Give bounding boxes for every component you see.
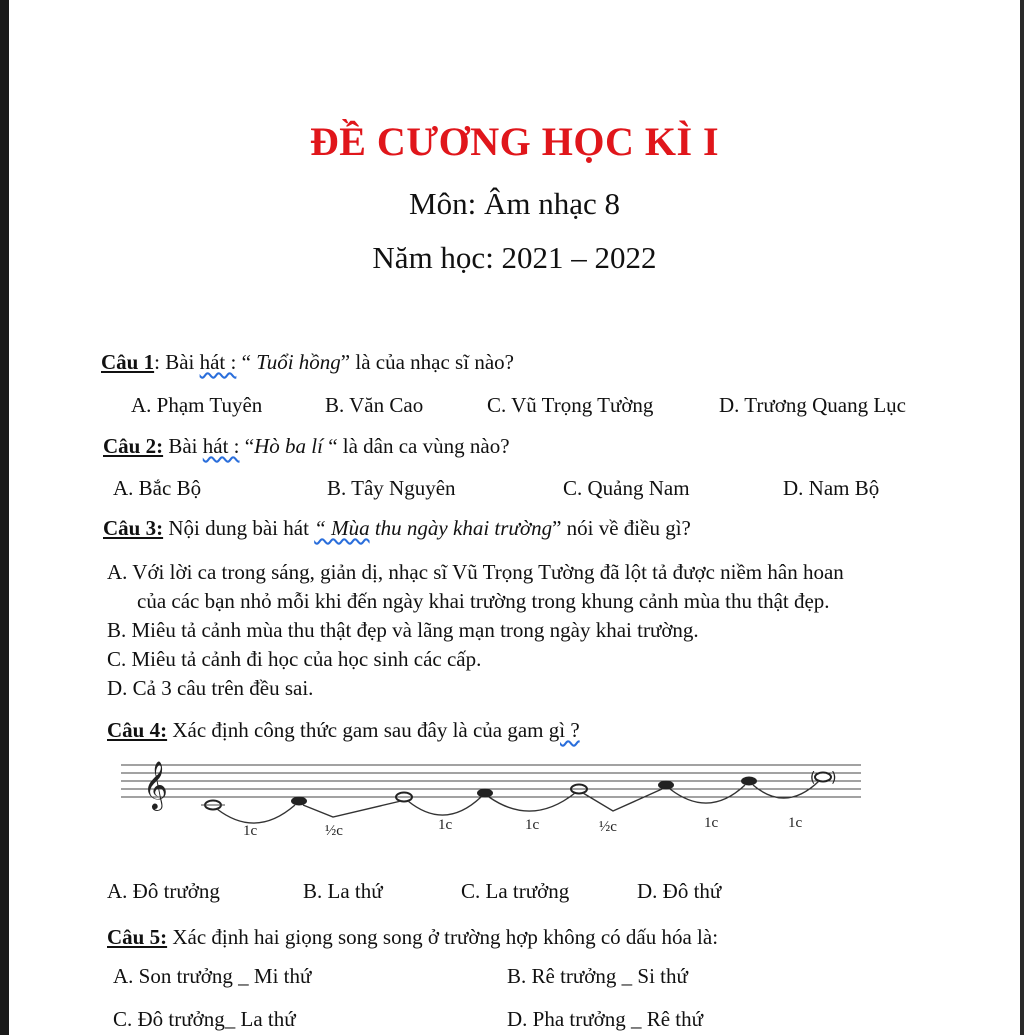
q3-option-c: C. Miêu tả cảnh đi học của học sinh các cấp. bbox=[107, 647, 482, 671]
question-2-label: Câu 2: bbox=[103, 434, 164, 458]
note bbox=[477, 789, 493, 798]
q5-option-a: A. Son trưởng _ Mi thứ bbox=[113, 964, 312, 988]
document-title: ĐỀ CƯƠNG HỌC KÌ I bbox=[309, 119, 720, 164]
q4-option-a: A. Đô trưởng bbox=[107, 879, 220, 903]
note-bracket: ( bbox=[810, 770, 816, 786]
interval-arc bbox=[583, 789, 662, 811]
q2-option-d: D. Nam Bộ bbox=[783, 476, 880, 500]
q5-option-c: C. Đô trưởng_ La thứ bbox=[113, 1007, 296, 1031]
q3-option-a-line2: của các bạn nhỏ mỗi khi đến ngày khai trường trong khung cảnh mùa thu thật đẹp. bbox=[137, 589, 830, 613]
q1-option-d: D. Trương Quang Lục bbox=[719, 393, 906, 417]
note bbox=[741, 777, 757, 786]
interval-label: 1c bbox=[704, 815, 719, 831]
song-title: Hò ba lí bbox=[254, 434, 323, 458]
question-1: Câu 1: Bài hát : “ Tuổi hồng” là của nhạc sĩ nào? bbox=[101, 350, 514, 374]
q2-option-b: B. Tây Nguyên bbox=[327, 476, 456, 500]
school-year-line: Năm học: 2021 – 2022 bbox=[372, 240, 657, 275]
interval-label: ½c bbox=[599, 819, 617, 835]
q1-option-b: B. Văn Cao bbox=[325, 393, 424, 417]
q3-option-b: B. Miêu tả cảnh mùa thu thật đẹp và lãng mạn trong ngày khai trường. bbox=[107, 618, 699, 642]
interval-arc bbox=[303, 801, 401, 817]
q1-option-c: C. Vũ Trọng Tường bbox=[487, 393, 654, 417]
music-staff-figure bbox=[121, 755, 866, 860]
interval-label: 1c bbox=[243, 823, 258, 839]
note bbox=[291, 797, 307, 806]
q3-option-a-line1: A. Với lời ca trong sáng, giản dị, nhạc sĩ Vũ Trọng Tường đã lột tả được niềm hân hoan bbox=[107, 560, 844, 584]
song-title-start: “ Mùa bbox=[314, 516, 370, 540]
whole-note bbox=[815, 773, 831, 782]
interval-label: 1c bbox=[438, 817, 453, 833]
music-staff bbox=[121, 755, 866, 860]
interval-label: 1c bbox=[788, 815, 803, 831]
q4-option-b: B. La thứ bbox=[303, 879, 383, 903]
spellcheck-mark: hát : bbox=[202, 434, 240, 458]
spellcheck-mark: gì ? bbox=[548, 718, 580, 742]
song-title: thu ngày khai trường bbox=[369, 516, 553, 540]
document-page bbox=[9, 0, 1020, 1035]
question-3-label: Câu 3: bbox=[103, 516, 164, 540]
question-5: Câu 5: Xác định hai giọng song song ở trường hợp không có dấu hóa là: bbox=[107, 925, 719, 949]
q2-option-c: C. Quảng Nam bbox=[563, 476, 690, 500]
interval-label: 1c bbox=[525, 817, 540, 833]
interval-arc bbox=[489, 793, 575, 811]
song-title: Tuổi hồng bbox=[256, 350, 341, 374]
window-frame-left bbox=[0, 0, 9, 1035]
q1-option-a: A. Phạm Tuyên bbox=[131, 393, 263, 417]
question-5-label: Câu 5: bbox=[107, 925, 168, 949]
question-2: Câu 2: Bài hát : “Hò ba lí “ là dân ca vùng nào? bbox=[103, 434, 510, 458]
q2-option-a: A. Bắc Bộ bbox=[113, 476, 202, 500]
question-4-label: Câu 4: bbox=[107, 718, 168, 742]
q5-option-d: D. Pha trưởng _ Rê thứ bbox=[507, 1007, 704, 1031]
question-1-label: Câu 1 bbox=[101, 350, 155, 374]
q4-option-c: C. La trưởng bbox=[461, 879, 570, 903]
note-bracket: ) bbox=[831, 770, 837, 786]
question-3: Câu 3: Nội dung bài hát “ Mùa thu ngày khai trường” nói về điều gì? bbox=[103, 516, 691, 540]
question-4: Câu 4: Xác định công thức gam sau đây là của gam gì ? bbox=[107, 718, 580, 742]
q5-option-b: B. Rê trưởng _ Si thứ bbox=[507, 964, 688, 988]
interval-arc bbox=[670, 785, 745, 803]
treble-clef-icon: 𝄞 bbox=[143, 760, 168, 809]
window-frame-right bbox=[1020, 0, 1024, 1035]
note bbox=[658, 781, 674, 790]
spellcheck-mark: hát : bbox=[199, 350, 237, 374]
interval-arc bbox=[408, 797, 481, 815]
subject-line: Môn: Âm nhạc 8 bbox=[409, 186, 620, 221]
interval-arc bbox=[217, 805, 295, 823]
q4-option-d: D. Đô thứ bbox=[637, 879, 722, 903]
interval-label: ½c bbox=[325, 823, 343, 839]
q3-option-d: D. Cả 3 câu trên đều sai. bbox=[107, 676, 314, 700]
